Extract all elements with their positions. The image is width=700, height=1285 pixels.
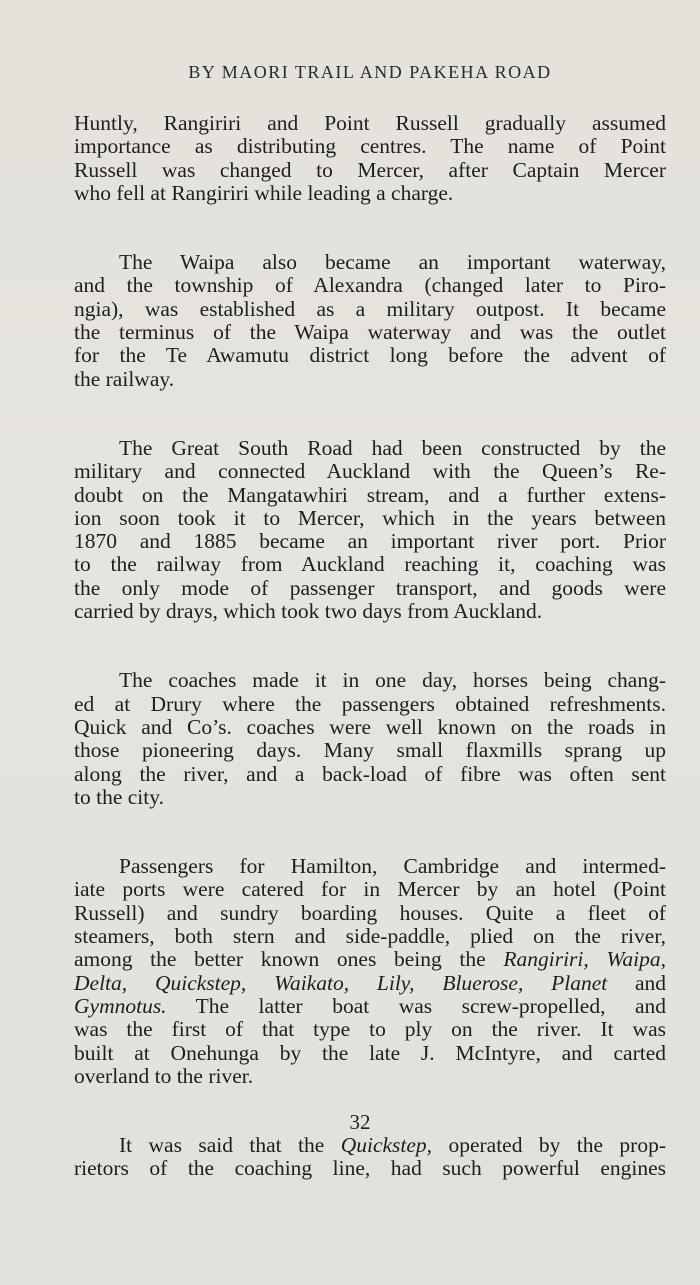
text-line: Huntly, Rangiriri and Point Russell gradually assumed — [74, 111, 666, 135]
paragraph-2 — [74, 251, 666, 391]
text-line: who fell at Rangiriri while leading a charge. — [74, 180, 454, 205]
text-line: those pioneering days. Many small flaxmills sprang up — [74, 738, 666, 763]
text-line: Russell) and sundry boarding houses. Quite a fleet of — [74, 900, 666, 925]
body-text — [74, 112, 666, 1181]
text-line: rietors of the coaching line, had such powerful engines — [74, 1156, 666, 1181]
text-line: Passengers for Hamilton, Cambridge and intermed- — [119, 854, 666, 879]
paragraph-6 — [74, 1134, 666, 1181]
paragraph-1 — [74, 112, 666, 205]
text-line: Gymnotus. The latter boat was screw-propelled, and — [74, 993, 666, 1018]
text-line: It was said that the Quickstep, operated by the prop- — [119, 1133, 666, 1158]
text-line: Russell was changed to Mercer, after Captain Mercer — [74, 157, 666, 182]
text-line: to the railway from Auckland reaching it, coaching was — [74, 552, 666, 577]
text-line: overland to the river. — [74, 1063, 254, 1088]
text-line: The Waipa also became an important waterway, — [119, 250, 666, 275]
text-line: ed at Drury where the passengers obtained refreshments. — [74, 691, 666, 716]
text-line: carried by drays, which took two days from Auckland. — [74, 599, 543, 624]
text-line: along the river, and a back-load of fibre was often sent — [74, 761, 666, 786]
text-line: the terminus of the Waipa waterway and was the outlet — [74, 320, 666, 345]
text-line: 1870 and 1885 became an important river port. Prior — [74, 529, 666, 554]
text-line: among the better known ones being the Rangiriri, Waipa, — [74, 947, 666, 972]
page-number: 32 — [349, 1110, 371, 1134]
text-line: the only mode of passenger transport, and goods were — [74, 575, 666, 600]
text-line: importance as distributing centres. The name of Point — [74, 134, 666, 159]
text-line: to the city. — [74, 784, 164, 809]
text-line: The coaches made it in one day, horses being chang- — [119, 668, 666, 693]
text-line: for the Te Awamutu district long before the advent of — [74, 343, 666, 368]
text-line: built at Onehunga by the late J. McIntyre, and carted — [74, 1040, 666, 1065]
text-line: doubt on the Mangatawhiri stream, and a further extens- — [74, 482, 666, 507]
text-line: The Great South Road had been constructed by the — [119, 435, 666, 460]
text-line: steamers, both stern and side-paddle, plied on the river, — [74, 924, 666, 949]
text-line: military and connected Auckland with the Queen’s Re- — [74, 459, 666, 484]
paragraph-3 — [74, 437, 666, 623]
text-line: and the township of Alexandra (changed later to Piro- — [74, 273, 666, 298]
running-head: BY MAORI TRAIL AND PAKEHA ROAD — [188, 62, 552, 82]
text-line: the railway. — [74, 366, 175, 391]
text-line: Quick and Co’s. coaches were well known on the roads in — [74, 714, 666, 739]
text-line: was the first of that type to ply on the river. It was — [74, 1017, 666, 1042]
paragraph-5 — [74, 855, 666, 1088]
text-line: Delta, Quickstep, Waikato, Lily, Bluerose, Planet and — [74, 970, 667, 995]
text-line: ngia), was established as a military outpost. It became — [74, 296, 666, 321]
text-line: iate ports were catered for in Mercer by an hotel (Point — [74, 877, 666, 902]
paragraph-4 — [74, 669, 666, 809]
text-line: ion soon took it to Mercer, which in the years between — [74, 505, 666, 530]
